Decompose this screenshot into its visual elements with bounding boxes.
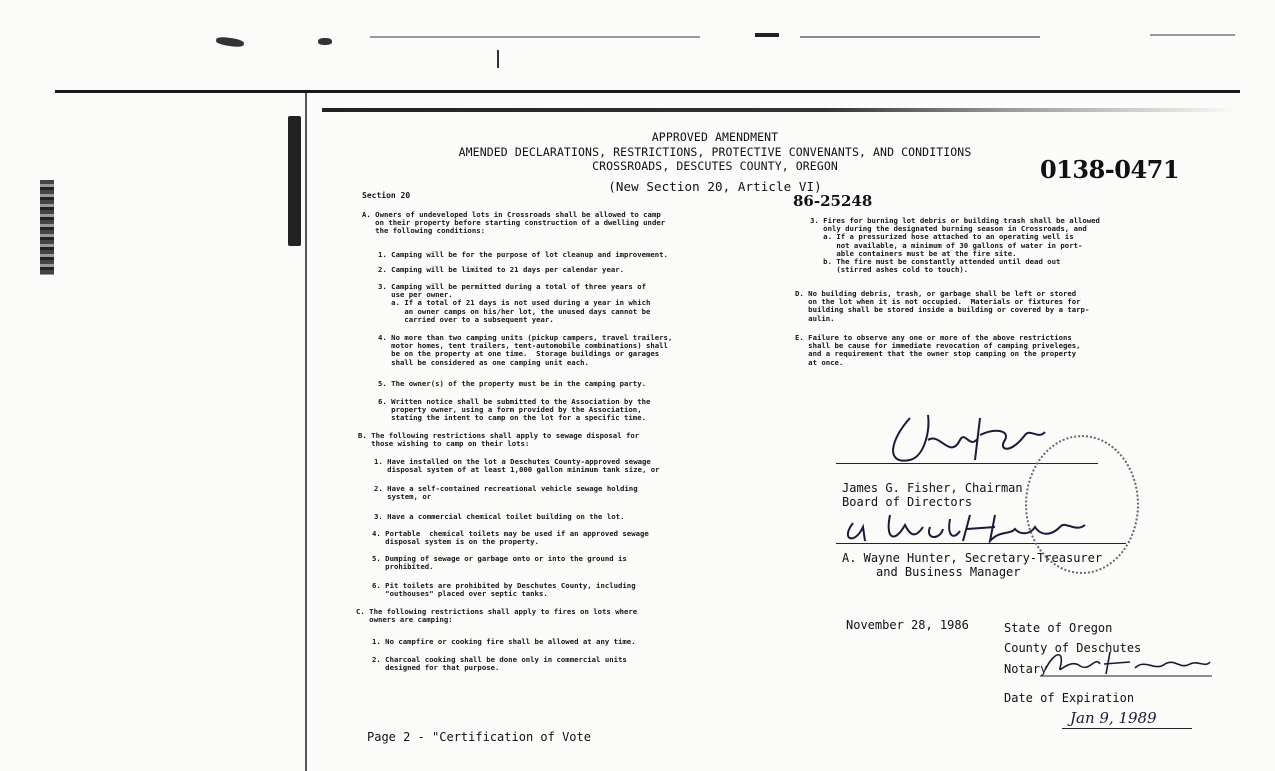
document-number: 0138-0471 <box>1040 155 1180 184</box>
clause-a5: 5. The owner(s) of the property must be in the camping party. <box>378 379 646 388</box>
page-edge-line <box>305 93 307 771</box>
clause-c3: 3. Fires for burning lot debris or building trash shall be allowed only during the designated burning season in Crossroads, and a. If a pressurized hose attached to an operating well is not available, a minimum of 30 gallons of water in port- able containers must be at the fire site. b. The fire must be constantly attended until dead out (stirred ashes cold to touch). <box>810 216 1100 275</box>
signing-date: November 28, 1986 <box>846 618 969 632</box>
notary-county: County of Deschutes <box>1004 641 1142 655</box>
clause-b2: 2. Have a self-contained recreational vehicle sewage holding system, or <box>374 484 638 502</box>
heading-amended-declarations: AMENDED DECLARATIONS, RESTRICTIONS, PROTECTIVE CONVENANTS, AND CONDITIONS <box>458 145 972 159</box>
binding-mark <box>288 116 301 246</box>
record-number: 86-25248 <box>793 192 873 210</box>
clause-b-intro: B. The following restrictions shall apply to sewage disposal for those wishing to camp on their lots: <box>358 431 640 449</box>
clause-b5: 5. Dumping of sewage or garbage onto or into the ground is prohibited. <box>372 554 627 572</box>
fax-edge-artifact <box>40 180 54 275</box>
clause-a-intro: A. Owners of undeveloped lots in Crossroads shall be allowed to camp on their property before starting construction of a dwelling under the following conditions: <box>362 210 666 236</box>
secretary-name: A. Wayne Hunter, Secretary-Treasurer <box>842 551 1103 565</box>
clause-a1: 1. Camping will be for the purpose of lot cleanup and improvement. <box>378 250 668 259</box>
page-footer: Page 2 - "Certification of Vote <box>367 730 591 744</box>
clause-c-intro: C. The following restrictions shall apply to fires on lots where owners are camping: <box>356 607 638 625</box>
notary-signature <box>1040 648 1215 680</box>
secretary-title: and Business Manager <box>876 565 1021 579</box>
heading-new-section: (New Section 20, Article VI) <box>608 179 822 194</box>
section-label: Section 20 <box>362 191 411 200</box>
clause-a4: 4. No more than two camping units (pickup campers, travel trailers, motor homes, tent trailers, tent-automobile combinations) shall be on the property at one time. Storage buildings or garages shall be considered as one camping unit each. <box>378 333 673 367</box>
corporate-seal <box>1025 435 1139 574</box>
notary-state: State of Oregon <box>1004 621 1113 635</box>
clause-d: D. No building debris, trash, or garbage shall be left or stored on the lot when it is not occupied. Materials or fixtures for building shall be stored inside a building or covered by a tarp- aulin. <box>795 289 1090 323</box>
notary-label: Notary <box>1004 662 1048 676</box>
clause-b4: 4. Portable chemical toilets may be used if an approved sewage disposal system is on the property. <box>372 529 649 547</box>
document-top-edge <box>322 108 1237 112</box>
heading-approved-amendment: APPROVED AMENDMENT <box>651 130 779 144</box>
heading-crossroads: CROSSROADS, DESCUTES COUNTY, OREGON <box>592 159 838 173</box>
clause-b3: 3. Have a commercial chemical toilet building on the lot. <box>374 512 625 521</box>
clause-b1: 1. Have installed on the lot a Deschutes County-approved sewage disposal system of at least 1,000 gallon minimum tank size, or <box>374 457 660 475</box>
expiration-label: Date of Expiration <box>1004 691 1135 705</box>
clause-b6: 6. Pit toilets are prohibited by Deschutes County, including "outhouses" placed over septic tanks. <box>372 581 636 599</box>
fax-header-noise <box>0 0 1275 90</box>
clause-c1: 1. No campfire or cooking fire shall be allowed at any time. <box>372 637 636 646</box>
expiration-line <box>1062 728 1192 729</box>
top-rule <box>55 90 1240 93</box>
clause-a2: 2. Camping will be limited to 21 days per calendar year. <box>378 265 625 274</box>
fisher-signature <box>880 410 1060 470</box>
clause-a3: 3. Camping will be permitted during a total of three years of use per owner. a. If a total of 21 days is not used during a year in which an owner camps on his/her lot, the unused days cannot be carried over to a subsequent year. <box>378 282 651 324</box>
expiration-date: Jan 9, 1989 <box>1070 709 1157 727</box>
chairman-name: James G. Fisher, Chairman <box>842 481 1023 495</box>
chairman-title: Board of Directors <box>842 495 973 509</box>
clause-e: E. Failure to observe any one or more of the above restrictions shall be cause for immediate revocation of camping priveleges, and a requirement that the owner stop camping on the property at once. <box>795 333 1081 367</box>
clause-c2: 2. Charcoal cooking shall be done only in commercial units designed for that purpose. <box>372 655 627 673</box>
clause-a6: 6. Written notice shall be submitted to the Association by the property owner, using a form provided by the Association, stating the intent to camp on the lot for a specific time. <box>378 397 651 423</box>
